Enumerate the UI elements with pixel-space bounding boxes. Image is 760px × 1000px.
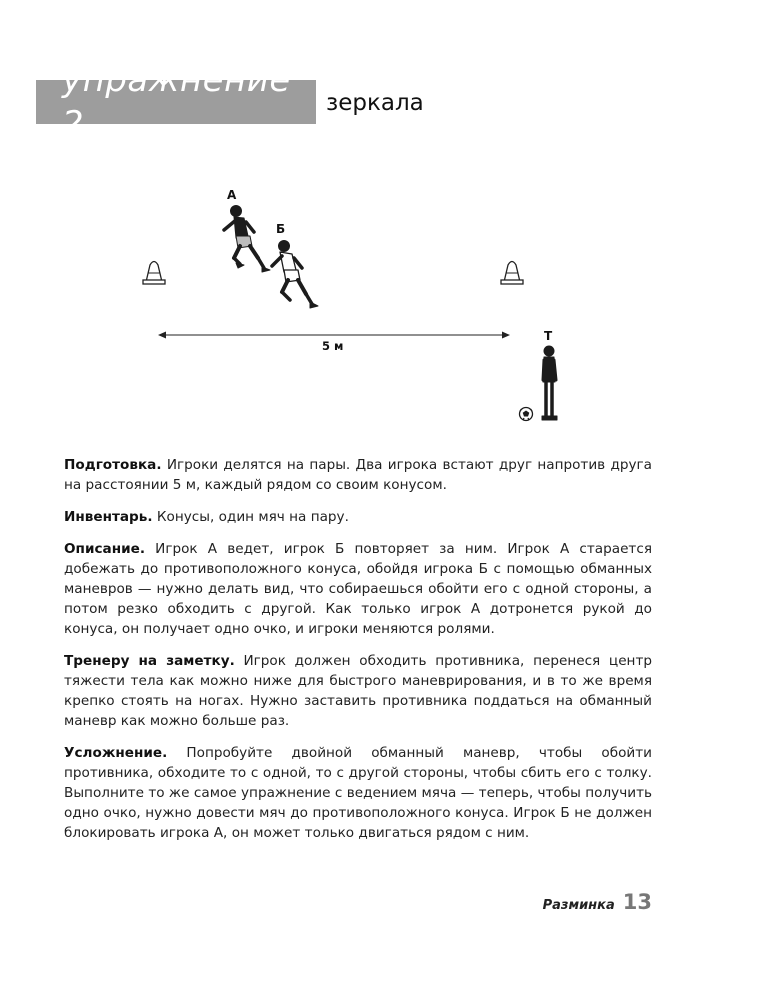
footer-section-name: Разминка	[542, 898, 615, 913]
exercise-title: зеркала	[326, 90, 424, 116]
section-title: Подготовка.	[64, 457, 162, 473]
distance-label: 5 м	[322, 339, 344, 353]
cone-left-icon	[143, 262, 165, 285]
distance-arrow	[158, 332, 510, 339]
section-advanced	[64, 743, 652, 843]
player-a-icon	[224, 206, 270, 273]
exercise-banner	[36, 60, 316, 144]
trainer-icon	[542, 346, 557, 420]
cone-right-icon	[501, 262, 523, 285]
section-equipment	[64, 507, 652, 527]
section-body: Попробуйте двойной обманный маневр, чтобы обойти противника, обходите то с одной, то с другой стороны, чтобы сбить его с толку. Выполните то же самое упражнение с ведением мяча — теперь, чтобы получить одно очко, нужно довести мяч до противоположного конуса. Игрок Б не должен блокировать игрока А, он может только двигаться рядом с ним.	[64, 745, 652, 841]
section-body: Игроки делятся на пары. Два игрока встают друг напротив друга на расстоянии 5 м, каждый рядом со своим конусом.	[64, 457, 652, 493]
section-title: Тренеру на заметку.	[64, 653, 235, 669]
section-body: Игрок должен обходить противника, перенеся центр тяжести тела как можно ниже для быстрого маневрирования, и в то же время крепко стоять на ногах. Нужно заставить противника поддаться на обманный маневр как можно больше раз.	[64, 653, 652, 729]
player-b-label: Б	[276, 222, 286, 236]
exercise-text	[64, 455, 652, 855]
player-b-icon	[272, 241, 318, 309]
page-number: 13	[622, 890, 652, 914]
player-a-label: А	[227, 188, 237, 202]
page-footer	[543, 890, 652, 914]
section-body: Конусы, один мяч на пару.	[156, 509, 349, 525]
trainer-label: Т	[544, 329, 553, 343]
section-preparation	[64, 455, 652, 495]
section-coach-note	[64, 651, 652, 731]
section-title: Усложнение.	[64, 745, 168, 761]
section-title: Инвентарь.	[64, 509, 153, 525]
exercise-number: упражнение 2	[62, 60, 291, 144]
section-body: Игрок А ведет, игрок Б повторяет за ним. Игрок А старается добежать до противоположного конуса, обойдя игрока Б с помощью обманных маневров — нужно делать вид, что собираешься обойти его с одной стороны, а потом резко обходить с другой. Как только игрок А дотронется рукой до конуса, он получает одно очко, и игроки меняются ролями.	[64, 541, 653, 637]
section-title: Описание.	[64, 541, 146, 557]
section-description	[64, 539, 652, 639]
exercise-diagram	[0, 170, 760, 430]
soccer-ball-icon	[520, 408, 533, 421]
